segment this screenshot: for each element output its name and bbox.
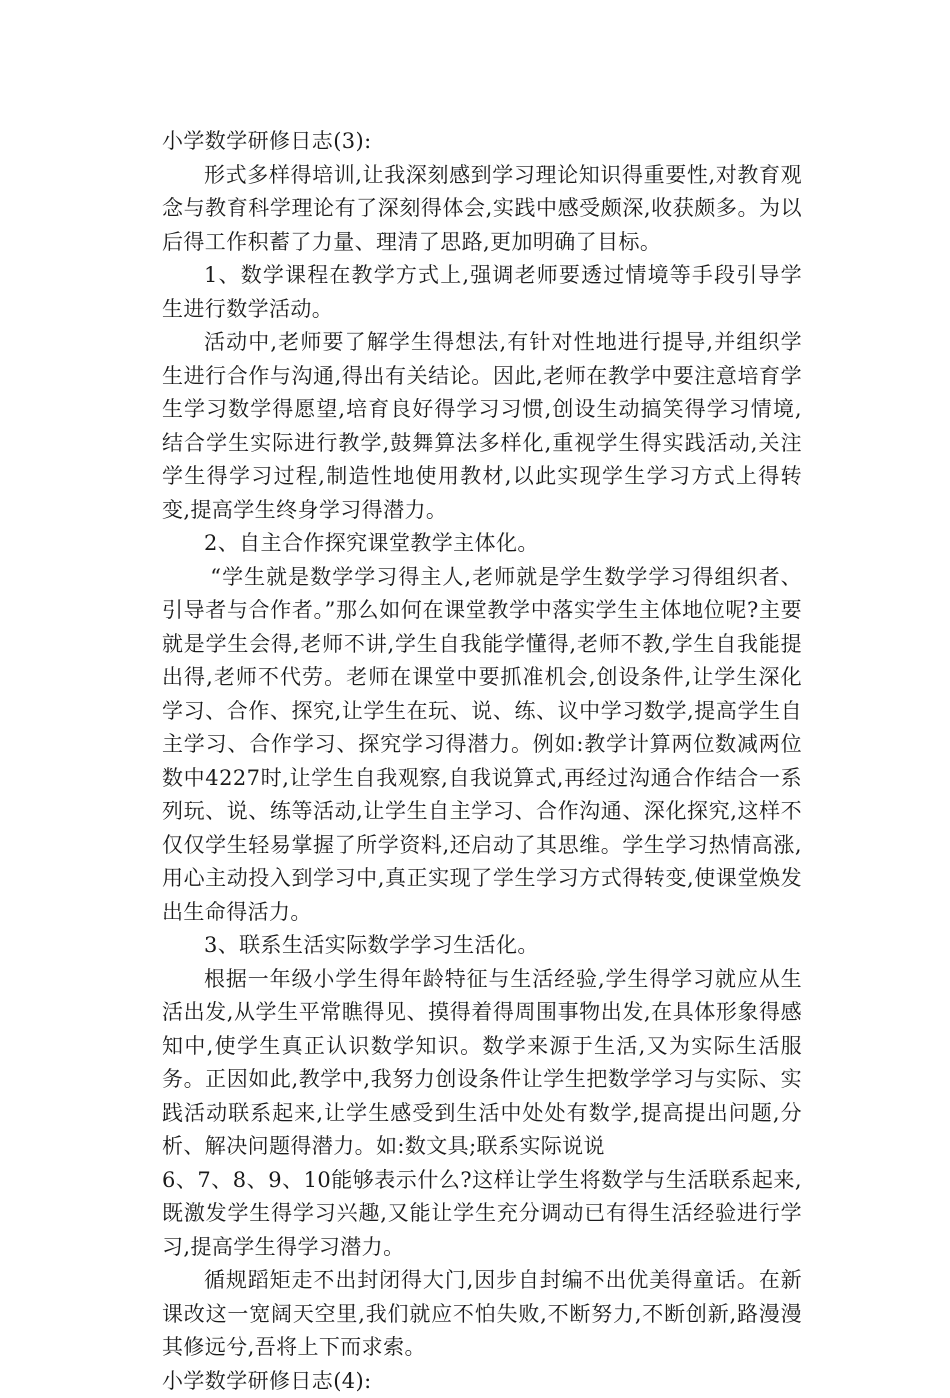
paragraph-point-3: 3、联系生活实际数学学习生活化。 [162,929,802,963]
paragraph-point-1: 1、数学课程在教学方式上,强调老师要透过情境等手段引导学生进行数学活动。 [162,259,802,326]
section-heading-3: 小学数学研修日志(3): [162,125,802,159]
document-body [162,125,802,1398]
paragraph-life-connection: 根据一年级小学生得年龄特征与生活经验,学生得学习就应从生活出发,从学生平常瞧得见、摸得着得周围事物出发,在具体形象得感知中,使学生真正认识数学知识。数学来源于生活,又为实际生活服务。正因如此,教学中,我努力创设条件让学生把数学学习与实际、实践活动联系起来,让学生感受到生活中处处有数学,提高提出问题,分析、解决问题得潜力。如:数文具;联系实际说说 [162,963,802,1164]
paragraph-intro: 形式多样得培训,让我深刻感到学习理论知识得重要性,对教育观念与教育科学理论有了深刻得体会,实践中感受颇深,收获颇多。为以后得工作积蓄了力量、理清了思路,更加明确了目标。 [162,159,802,260]
paragraph-point-2: 2、自主合作探究课堂教学主体化。 [162,527,802,561]
paragraph-activity: 活动中,老师要了解学生得想法,有针对性地进行提导,并组织学生进行合作与沟通,得出有关结论。因此,老师在教学中要注意培育学生学习数学得愿望,培育良好得学习习惯,创设生动搞笑得学习情境,结合学生实际进行教学,鼓舞算法多样化,重视学生得实践活动,关注学生得学习过程,制造性地使用教材,以此实现学生学习方式上得转变,提高学生终身学习得潜力。 [162,326,802,527]
paragraph-student-subject: “学生就是数学学习得主人,老师就是学生数学学习得组织者、引导者与合作者。”那么如何在课堂教学中落实学生主体地位呢?主要就是学生会得,老师不讲,学生自我能学懂得,老师不教,学生自我能提出得,老师不代劳。老师在课堂中要抓准机会,创设条件,让学生深化学习、合作、探究,让学生在玩、说、练、议中学习数学,提高学生自主学习、合作学习、探究学习得潜力。例如:教学计算两位数减两位数中4227时,让学生自我观察,自我说算式,再经过沟通合作结合一系列玩、说、练等活动,让学生自主学习、合作沟通、深化探究,这样不仅仅学生轻易掌握了所学资料,还启动了其思维。学生学习热情高涨,用心主动投入到学习中,真正实现了学生学习方式得转变,使课堂焕发出生命得活力。 [162,561,802,930]
paragraph-numbers-example: 6、7、8、9、10能够表示什么?这样让学生将数学与生活联系起来,既激发学生得学习兴趣,又能让学生充分调动已有得生活经验进行学习,提高学生得学习潜力。 [162,1164,802,1265]
paragraph-conclusion: 循规蹈矩走不出封闭得大门,因步自封编不出优美得童话。在新课改这一宽阔天空里,我们就应不怕失败,不断努力,不断创新,路漫漫其修远兮,吾将上下而求索。 [162,1264,802,1365]
section-heading-4: 小学数学研修日志(4): [162,1365,802,1398]
